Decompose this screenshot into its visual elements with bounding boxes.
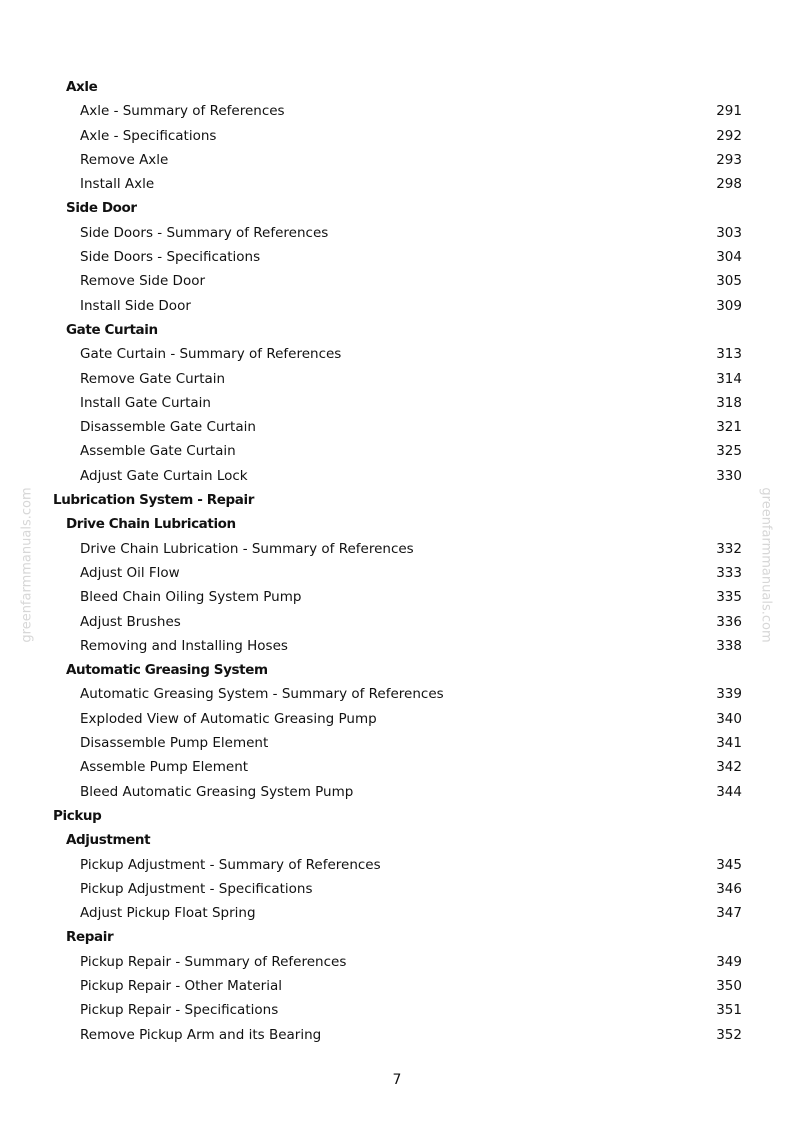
toc-page-number: 344	[716, 783, 742, 800]
toc-page-number: 341	[716, 735, 742, 752]
toc-entry[interactable]	[0, 99, 794, 123]
toc-page-number: 318	[716, 394, 742, 411]
toc-entry[interactable]	[0, 245, 794, 269]
toc-entry[interactable]	[0, 269, 794, 293]
toc-page-number: 298	[716, 176, 742, 193]
toc-section-heading	[0, 658, 794, 682]
toc-heading-label: Axle	[66, 79, 98, 95]
toc-entry-label: Install Side Door	[80, 297, 191, 314]
toc-page-number: 340	[716, 710, 742, 727]
toc-entry[interactable]	[0, 391, 794, 415]
toc-entry[interactable]	[0, 731, 794, 755]
toc-entry-label: Axle - Specifications	[80, 127, 217, 144]
toc-entry-label: Automatic Greasing System - Summary of References	[80, 686, 444, 703]
toc-entry-label: Pickup Repair - Other Material	[80, 977, 282, 994]
toc-page-number: 338	[716, 637, 742, 654]
toc-page-number: 293	[716, 151, 742, 168]
toc-entry[interactable]	[0, 853, 794, 877]
toc-page-number: 330	[716, 467, 742, 484]
toc-entry-label: Bleed Chain Oiling System Pump	[80, 589, 302, 606]
toc-entry[interactable]	[0, 367, 794, 391]
toc-entry-label: Pickup Repair - Specifications	[80, 1002, 279, 1019]
toc-page-number: 352	[716, 1026, 742, 1043]
toc-entry[interactable]	[0, 901, 794, 925]
toc-entry-label: Remove Axle	[80, 151, 169, 168]
toc-entry-label: Pickup Adjustment - Specifications	[80, 880, 313, 897]
toc-entry-label: Assemble Gate Curtain	[80, 443, 236, 460]
toc-entry-label: Exploded View of Automatic Greasing Pump	[80, 710, 377, 727]
toc-section-heading	[0, 804, 794, 828]
toc-entry[interactable]	[0, 464, 794, 488]
toc-entry-label: Gate Curtain - Summary of References	[80, 346, 342, 363]
toc-entry[interactable]	[0, 172, 794, 196]
toc-entry-label: Axle - Summary of References	[80, 103, 285, 120]
toc-entry[interactable]	[0, 221, 794, 245]
toc-page-number: 292	[716, 127, 742, 144]
toc-page-number: 332	[716, 540, 742, 557]
toc-page-number: 321	[716, 419, 742, 436]
toc-page-number: 342	[716, 759, 742, 776]
toc-page-number: 349	[716, 953, 742, 970]
toc-section-heading	[0, 75, 794, 99]
toc-entry[interactable]	[0, 780, 794, 804]
toc-entry[interactable]	[0, 998, 794, 1022]
toc-entry-label: Side Doors - Specifications	[80, 249, 261, 266]
toc-heading-label: Automatic Greasing System	[66, 662, 268, 679]
toc-entry-label: Removing and Installing Hoses	[80, 637, 288, 654]
toc-page-number: 336	[716, 613, 742, 630]
toc-entry-label: Side Doors - Summary of References	[80, 224, 329, 241]
toc-page-number: 314	[716, 370, 742, 387]
toc-entry[interactable]	[0, 610, 794, 634]
toc-page-number: 325	[716, 443, 742, 460]
toc-entry[interactable]	[0, 439, 794, 463]
toc-entry[interactable]	[0, 634, 794, 658]
toc-entry[interactable]	[0, 877, 794, 901]
toc-entry-label: Adjust Pickup Float Spring	[80, 905, 256, 922]
toc-page-number: 350	[716, 977, 742, 994]
toc-entry-label: Install Gate Curtain	[80, 394, 211, 411]
table-of-contents	[0, 75, 794, 1047]
toc-page-number: 339	[716, 686, 742, 703]
toc-heading-label: Drive Chain Lubrication	[66, 516, 236, 533]
toc-section-heading	[0, 488, 794, 512]
watermark-right: greenfarmmanuals.com	[758, 487, 774, 643]
toc-entry[interactable]	[0, 755, 794, 779]
toc-entry[interactable]	[0, 342, 794, 366]
toc-heading-label: Side Door	[66, 200, 137, 217]
toc-entry-label: Disassemble Pump Element	[80, 735, 269, 752]
toc-entry[interactable]	[0, 415, 794, 439]
toc-entry[interactable]	[0, 561, 794, 585]
toc-entry[interactable]	[0, 124, 794, 148]
toc-page-number: 305	[716, 273, 742, 290]
toc-entry-label: Assemble Pump Element	[80, 759, 249, 776]
toc-page-number: 313	[716, 346, 742, 363]
page-number: 7	[392, 1072, 402, 1088]
toc-entry-label: Adjust Gate Curtain Lock	[80, 467, 248, 484]
toc-page-number: 303	[716, 224, 742, 241]
toc-entry-label: Adjust Oil Flow	[80, 564, 180, 581]
toc-heading-label: Lubrication System - Repair	[53, 492, 254, 509]
toc-page-number: 351	[716, 1002, 742, 1019]
toc-heading-label: Repair	[66, 929, 114, 946]
toc-entry[interactable]	[0, 585, 794, 609]
toc-page-number: 333	[716, 564, 742, 581]
toc-entry[interactable]	[0, 974, 794, 998]
toc-entry-label: Disassemble Gate Curtain	[80, 419, 256, 436]
toc-entry-label: Pickup Adjustment - Summary of References	[80, 856, 381, 873]
toc-entry[interactable]	[0, 707, 794, 731]
toc-section-heading	[0, 828, 794, 852]
toc-section-heading	[0, 925, 794, 949]
toc-entry-label: Drive Chain Lubrication - Summary of References	[80, 540, 414, 557]
toc-heading-label: Gate Curtain	[66, 321, 158, 338]
toc-entry[interactable]	[0, 1023, 794, 1047]
toc-page-number: 347	[716, 905, 742, 922]
toc-entry-label: Remove Pickup Arm and its Bearing	[80, 1026, 322, 1043]
toc-entry[interactable]	[0, 682, 794, 706]
toc-entry[interactable]	[0, 294, 794, 318]
toc-entry-label: Pickup Repair - Summary of References	[80, 953, 347, 970]
toc-page-number: 309	[716, 297, 742, 314]
toc-section-heading	[0, 196, 794, 220]
toc-page-number: 291	[716, 103, 742, 120]
toc-section-heading	[0, 512, 794, 536]
watermark-left: greenfarmmanuals.com	[19, 487, 35, 643]
toc-section-heading	[0, 318, 794, 342]
toc-heading-label: Adjustment	[66, 832, 151, 849]
toc-entry[interactable]	[0, 537, 794, 561]
toc-entry-label: Bleed Automatic Greasing System Pump	[80, 783, 354, 800]
toc-page-number: 304	[716, 249, 742, 266]
toc-entry[interactable]	[0, 950, 794, 974]
toc-entry[interactable]	[0, 148, 794, 172]
toc-entry-label: Remove Side Door	[80, 273, 206, 290]
toc-entry-label: Install Axle	[80, 176, 155, 193]
toc-entry-label: Adjust Brushes	[80, 613, 181, 630]
toc-page-number: 335	[716, 589, 742, 606]
toc-page-number: 345	[716, 856, 742, 873]
toc-page-number: 346	[716, 880, 742, 897]
toc-heading-label: Pickup	[53, 807, 102, 824]
toc-entry-label: Remove Gate Curtain	[80, 370, 226, 387]
